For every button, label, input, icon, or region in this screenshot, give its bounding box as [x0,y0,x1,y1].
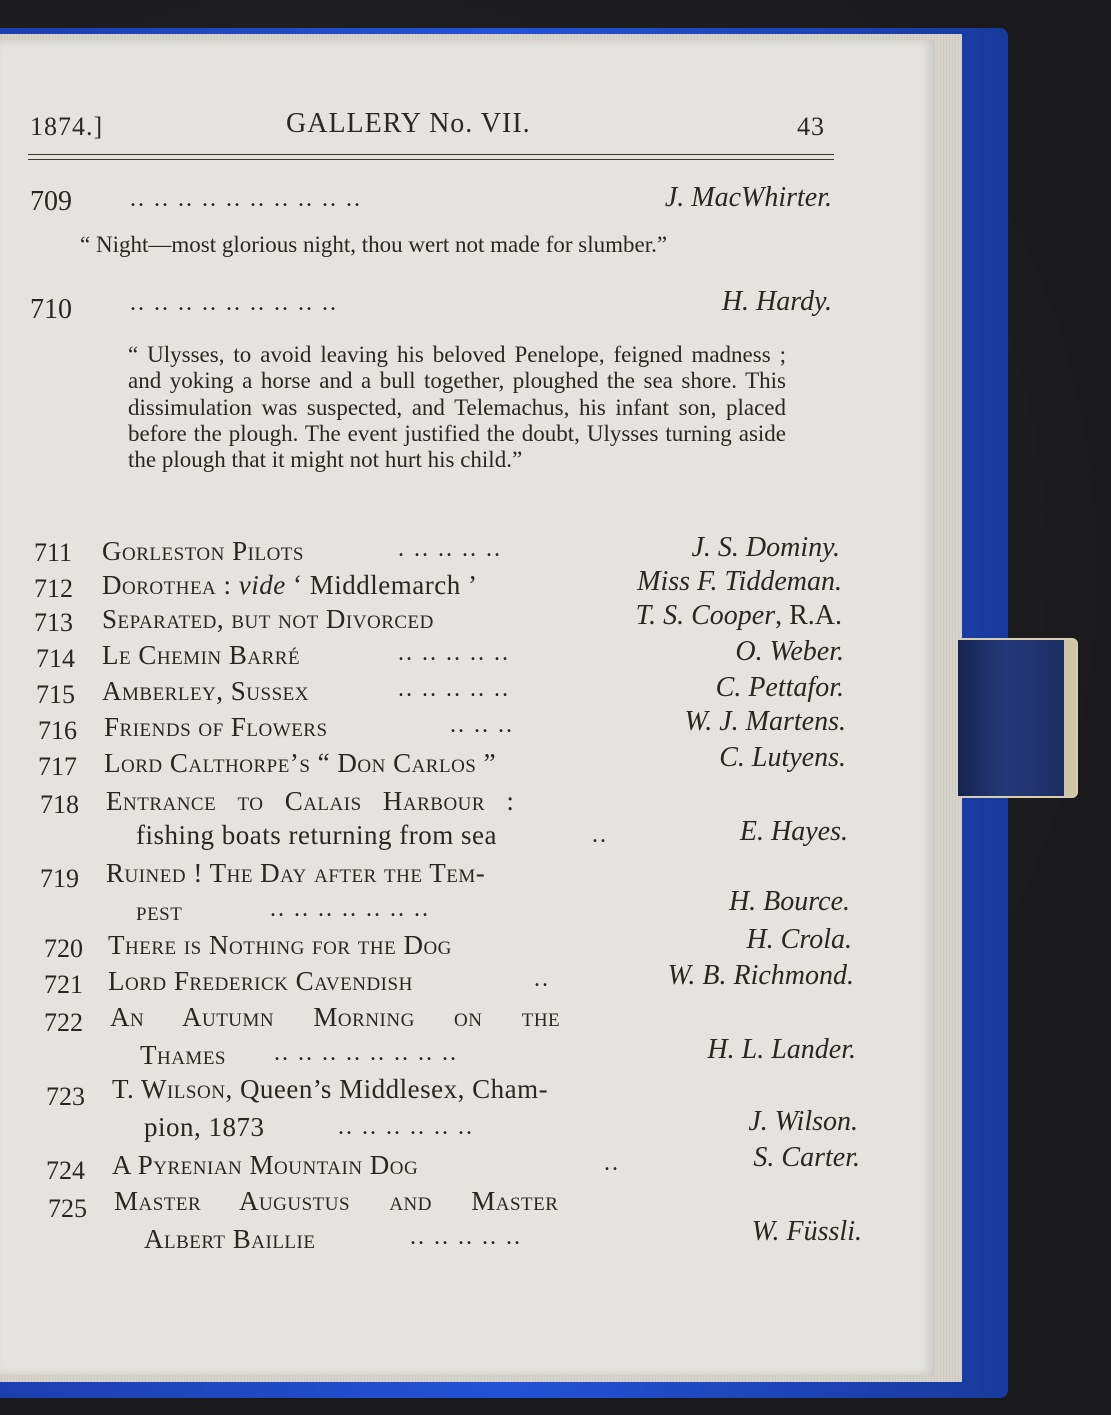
picture-title: Lord Calthorpe’s “ Don Carlos ” [104,748,497,778]
picture-title: Entrance to Calais Harbour : [106,786,515,816]
picture-title: Master Augustus and Master [114,1186,559,1216]
entry-number: 712 [34,574,73,603]
leader-dots: .. .. .. .. .. .. .. .. .. [130,290,338,316]
artist-name: H. Hardy. [721,286,832,317]
picture-title: Separated, but not Divorced [102,604,434,634]
artist-name: H. Bource. [728,886,850,917]
picture-title: Le Chemin Barré [102,640,301,670]
picture-title-continued: fishing boats returning from sea [136,820,497,850]
entry-number: 725 [48,1194,87,1223]
leader-dots: .. [592,822,608,848]
header-year: 1874.] [30,112,104,141]
artist-name: O. Weber. [735,636,844,667]
leader-dots: .. .. .. .. .. .. .. .. .. .. [130,186,362,212]
leader-dots: .. .. .. .. .. .. .. [270,896,430,922]
entry-number: 709 [30,186,72,217]
artist-name: H. Crola. [746,924,852,955]
entry-number: 715 [36,680,75,709]
entry-number: 711 [34,538,73,567]
artist-name: S. Carter. [753,1142,860,1173]
artist-name: J. Wilson. [748,1106,858,1137]
picture-title: There is Nothing for the Dog [108,930,452,960]
entry-number: 724 [46,1156,85,1185]
picture-title: An Autumn Morning on the [110,1002,561,1032]
artist-name: E. Hayes. [739,816,848,847]
picture-title: Dorothea : vide ‘ Middlemarch ’ [102,570,478,600]
artist-name: C. Pettafor. [715,672,844,703]
picture-title-continued: Albert Baillie [144,1224,316,1254]
artist-name: C. Lutyens. [719,742,846,773]
picture-title-continued: Thames [140,1040,227,1070]
leader-dots: .. .. .. .. .. [398,640,510,666]
picture-title: A Pyrenian Mountain Dog [112,1150,419,1180]
header-gallery: GALLERY No. VII. [286,108,531,139]
artist-name: W. B. Richmond. [667,960,854,991]
leader-dots: .. [534,966,550,992]
leader-dots: .. [604,1150,620,1176]
bookmark-tab[interactable] [958,638,1078,798]
picture-title-continued: pest [136,896,183,926]
artist-name: H. L. Lander. [707,1034,856,1065]
picture-title: Friends of Flowers [104,712,328,742]
entry-number: 723 [46,1082,85,1111]
entry-number: 717 [38,752,77,781]
entry-number: 716 [38,716,77,745]
artist-name: W. J. Martens. [684,706,846,737]
picture-title: Lord Frederick Cavendish [108,966,413,996]
leader-dots: .. .. .. .. .. [398,676,510,702]
entry-number: 710 [30,294,72,325]
picture-title: T. Wilson, Queen’s Middlesex, Cham- [112,1074,549,1104]
picture-title: Gorleston Pilots [102,536,304,566]
entry-number: 721 [44,970,83,999]
artist-name: Miss F. Tiddeman. [637,566,842,597]
entry-number: 719 [40,864,79,893]
entry-quote: “ Ulysses, to avoid leaving his beloved Penelope, feigned madness ; and yoking a horse and a bull together, ploughed the sea shore. This dissimulation was suspected, and Telemachus, his infant son, placed before the plough. The event justified the doubt, Ulysses turning aside the plough that it might not hurt his child.” [128,342,786,473]
artist-name: W. Füssli. [751,1216,862,1247]
picture-title: Amberley, Sussex [102,676,309,706]
leader-dots: .. .. .. .. .. .. .. .. [274,1040,458,1066]
entry-quote: “ Night—most glorious night, thou wert not made for slumber.” [80,232,668,257]
leader-dots: . .. .. .. .. [398,536,502,562]
artist-name: J. MacWhirter. [664,182,832,213]
entry-number: 714 [36,644,75,673]
entry-number: 713 [34,608,73,637]
picture-title-continued: pion, 1873 [144,1112,265,1142]
entry-number: 718 [40,790,79,819]
entry-number: 722 [44,1008,83,1037]
picture-title: Ruined ! The Day after the Tem- [106,858,486,888]
header-rule [28,154,834,160]
artist-name: J. S. Dominy. [691,532,840,563]
page-number: 43 [797,112,825,141]
artist-name: T. S. Cooper, R.A. [635,600,842,631]
entry-number: 720 [44,934,83,963]
leader-dots: .. .. .. .. .. [410,1224,522,1250]
leader-dots: .. .. .. [450,712,514,738]
leader-dots: .. .. .. .. .. .. [338,1114,474,1140]
